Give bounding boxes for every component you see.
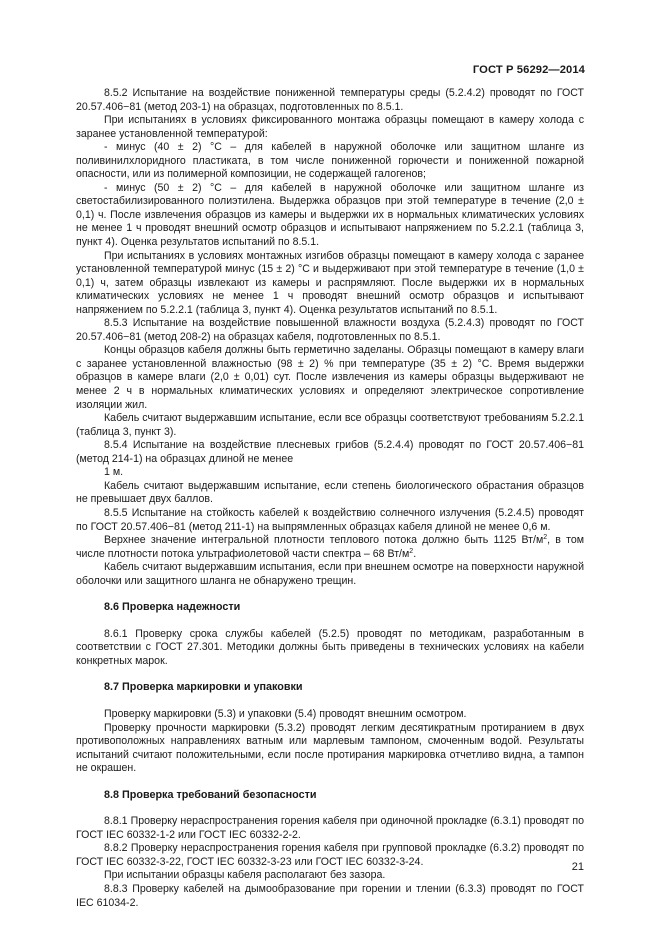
paragraph: Проверку маркировки (5.3) и упаковки (5.4) проводят внешним осмотром. <box>104 707 467 720</box>
paragraph: Кабель считают выдержавшим испытание, если степень биологического обрастания образцов не превышает двух баллов. <box>76 479 584 506</box>
paragraph: 8.6.1 Проверку срока службы кабелей (5.2.5) проводят по методикам, разработанным в соответствии с ГОСТ 27.301. Методики должны быть приведены в технических условиях на кабели конкретных марок. <box>76 627 584 667</box>
superscript: 2 <box>409 547 414 555</box>
paragraph: При испытании образцы кабеля располагают без зазора. <box>104 869 386 882</box>
paragraph: Проверку прочности маркировки (5.3.2) проводят легким десятикратным протиранием в двух противоположных направлениях ватным или марлевым тампоном, смоченным водой. Результаты испытаний считают положительными, если после протирания маркировка отчетливо видна, а тампон не окрашен. <box>76 721 584 775</box>
section-heading: 8.7 Проверка маркировки и упаковки <box>104 681 303 694</box>
paragraph: 8.8.2 Проверку нераспространения горения кабеля при групповой прокладке (6.3.2) проводят по ГОСТ IEC 60332-3-22, ГОСТ IEC 60332-3-23 или ГОСТ IEC 60332-3-24. <box>76 842 584 868</box>
section-heading: 8.6 Проверка надежности <box>104 601 241 614</box>
paragraph: 8.5.2 Испытание на воздействие пониженной температуры среды (5.2.4.2) проводят по ГОСТ 20.57.406−81 (метод 203-1) на образцах, подготовленных по 8.5.1. <box>76 87 584 113</box>
list-item: - минус (40 ± 2) °С – для кабелей в наружной оболочке или защитном шланге из поливинилхлоридного пластиката, в том числе пониженной горючести и пониженной пожарной опасности, или из полимерной композиции, не содержащей галогенов; <box>76 141 584 181</box>
paragraph: 8.5.4 Испытание на воздействие плесневых грибов (5.2.4.4) проводят по ГОСТ 20.57.406−81 (метод 214-1) на образцах длиной не менее <box>76 439 584 465</box>
paragraph: 1 м. <box>104 466 124 479</box>
section-heading: 8.8 Проверка требований безопасности <box>104 788 317 801</box>
paragraph-text: . <box>413 547 417 560</box>
paragraph: Концы образцов кабеля должны быть герметично заделаны. Образцы помещают в камеру влаги с заранее установленной влажностью (98 ± 2) % при температуре (35 ± 2) °С. Время выдержки образцов в камере влаги (2,0 ± 0,01) сут. После извлечения из камеры образцы выдерживают не менее 2 ч в нормальных климатических условиях и определяют электрическое сопротивление изоляции жил. <box>76 344 584 411</box>
list-item: - минус (50 ± 2) °С – для кабелей в наружной оболочке или защитном шланге из светостабилизированного полиэтилена. Выдержка образцов при этой температуре в течение (2,0 ± 0,1) ч. После извлечения образцов из камеры и выдержки их в нормальных климатических условиях не менее 1 ч проводят внешний осмотр образцов и испытывают напряжением по 5.2.2.1 (таблица 3, пункт 4). Оценка результатов испытаний по 8.5.1. <box>76 181 584 249</box>
paragraph <box>76 534 584 561</box>
document-body <box>76 87 584 910</box>
paragraph: 8.5.5 Испытание на стойкость кабелей к воздействию солнечного излучения (5.2.4.5) проводят по ГОСТ 20.57.406−81 (метод 211-1) на выпрямленных образцах кабеля длиной не менее 0,6 м. <box>76 506 584 533</box>
document-id: ГОСТ Р 56292—2014 <box>472 64 585 76</box>
paragraph: 8.5.3 Испытание на воздействие повышенной влажности воздуха (5.2.4.3) проводят по ГОСТ 20.57.406−81 (метод 208-2) на образцах кабеля, подготовленных по 8.5.1. <box>76 317 584 343</box>
paragraph: При испытаниях в условиях фиксированного монтажа образцы помещают в камеру холода с заранее установленной температурой: <box>76 114 584 140</box>
page-number: 21 <box>571 861 584 873</box>
paragraph: Кабель считают выдержавшим испытание, если все образцы соответствуют требованиям 5.2.2.1 (таблица 3, пункт 3). <box>76 412 584 438</box>
superscript: 2 <box>543 534 548 542</box>
paragraph-text: , в том числе плотности потока ультрафиолетовой части спектра – 68 Вт/м <box>76 534 585 560</box>
paragraph-text: Верхнее значение интегральной плотности теплового потока должно быть 1125 Вт/м <box>104 534 544 547</box>
paragraph: 8.8.3 Проверку кабелей на дымообразование при горении и тлении (6.3.3) проводят по ГОСТ IEC 61034-2. <box>76 882 584 909</box>
paragraph: 8.8.1 Проверку нераспространения горения кабеля при одиночной прокладке (6.3.1) проводят по ГОСТ IEC 60332-1-2 или ГОСТ IEC 60332-2-2. <box>76 815 584 841</box>
paragraph: Кабель считают выдержавшим испытания, если при внешнем осмотре на поверхности наружной оболочки или защитного шланга не обнаружено трещин. <box>76 561 584 587</box>
paragraph: При испытаниях в условиях монтажных изгибов образцы помещают в камеру холода с заранее установленной температурой минус (15 ± 2) °С и выдерживают при этой температуре в течение (1,0 ± 0,1) ч, затем образцы извлекают из камеры и распрямляют. После выдержки их в нормальных климатических условиях не менее 1 ч проводят внешний осмотр образцов и испытывают напряжением по 5.2.2.1 (таблица 3, пункт 4). Оценка результатов испытаний по 8.5.1. <box>76 249 584 316</box>
